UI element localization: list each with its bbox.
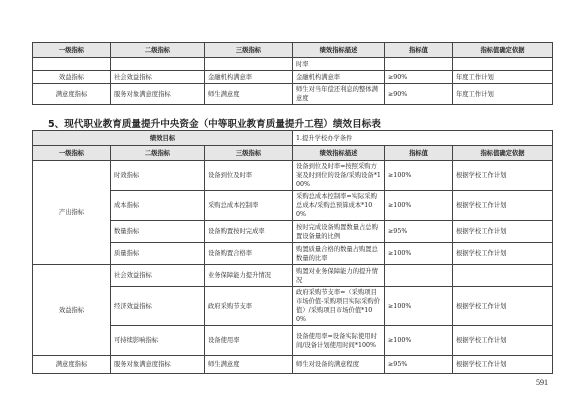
level1-cell: 产出指标 — [33, 161, 111, 265]
value-cell: ≥100% — [385, 243, 453, 265]
table-row — [33, 221, 553, 243]
level3-cell — [205, 58, 293, 71]
level2-cell: 成本指标 — [111, 191, 205, 221]
basis-cell: 根据学校工作计划 — [453, 221, 553, 243]
table-row — [33, 326, 553, 356]
performance-target-table — [32, 130, 553, 374]
description-cell: 时率 — [293, 58, 385, 71]
value-cell: ≥100% — [385, 191, 453, 221]
goal-value: 1.提升学校办学条件 — [293, 131, 553, 146]
value-cell: ≥95% — [385, 356, 453, 374]
table-row — [33, 191, 553, 221]
description-cell: 政府采购节支率=（采购项目市场价值-采购项目实际采购价值）/采购项目市场价值*100% — [293, 287, 385, 326]
level3-cell: 业务保障能力提升情况 — [205, 265, 293, 287]
level3-cell: 设备到位及时率 — [205, 161, 293, 191]
description-cell: 金融机构满意率 — [293, 71, 385, 84]
header-cell: 指标值 — [385, 43, 453, 58]
header-cell: 二级指标 — [111, 146, 205, 161]
level1-cell: 效益指标 — [33, 71, 111, 84]
value-cell — [385, 58, 453, 71]
basis-cell: 根据学校工作计划 — [453, 161, 553, 191]
header-cell: 绩效指标描述 — [293, 43, 385, 58]
level2-cell — [111, 58, 205, 71]
level1-cell — [33, 58, 111, 71]
header-cell: 二级指标 — [111, 43, 205, 58]
table-row — [33, 71, 553, 84]
section-title: 5、现代职业教育质量提升中央资金（中等职业教育质量提升工程）绩效目标表 — [48, 119, 381, 130]
description-cell: 设备使用率=设备实际使用时间/设备计划使用时间*100% — [293, 326, 385, 356]
description-cell: 设备到位及时率=按照采购方案及时到位的设备/采购设备*100% — [293, 161, 385, 191]
header-cell: 指标值确定依据 — [453, 146, 553, 161]
basis-cell — [453, 265, 553, 287]
basis-cell: 根据学校工作计划 — [453, 191, 553, 221]
basis-cell: 年度工作计划 — [453, 71, 553, 84]
level2-cell: 可持续影响指标 — [111, 326, 205, 356]
basis-cell: 根据学校工作计划 — [453, 243, 553, 265]
level2-cell: 服务对象满意度指标 — [111, 356, 205, 374]
table-row — [33, 58, 553, 71]
description-cell: 购置对业务保障能力的提升情况 — [293, 265, 385, 287]
description-cell: 购置质量合格的数量占购置总数量的比率 — [293, 243, 385, 265]
level2-cell: 社会效益指标 — [111, 265, 205, 287]
header-cell: 指标值确定依据 — [453, 43, 553, 58]
description-cell: 师生对设备的满意程度 — [293, 356, 385, 374]
header-cell: 指标值 — [385, 146, 453, 161]
level2-cell: 时效指标 — [111, 161, 205, 191]
description-cell: 采购总成本控制率=实际采购总成本/采购总预算成本*100% — [293, 191, 385, 221]
level3-cell: 师生满意度 — [205, 356, 293, 374]
description-cell: 按时完成设备购置数量占总购置设备量的比例 — [293, 221, 385, 243]
level1-cell: 满意度指标 — [33, 356, 111, 374]
level3-cell: 政府采购节支率 — [205, 287, 293, 326]
table-header-row — [33, 43, 553, 58]
level3-cell: 设备购置按时完成率 — [205, 221, 293, 243]
level3-cell: 设备购置合格率 — [205, 243, 293, 265]
basis-cell: 根据学校工作计划 — [453, 356, 553, 374]
level1-cell: 满意度指标 — [33, 84, 111, 105]
table-row — [33, 84, 553, 105]
table-row — [33, 161, 553, 191]
level3-cell: 师生满意度 — [205, 84, 293, 105]
value-cell: ≥100% — [385, 287, 453, 326]
top-indicator-table — [32, 42, 553, 105]
header-cell: 三级指标 — [205, 146, 293, 161]
level2-cell: 数量指标 — [111, 221, 205, 243]
level1-cell: 效益指标 — [33, 265, 111, 356]
table-row — [33, 243, 553, 265]
goal-label: 绩效目标 — [33, 131, 293, 146]
level2-cell: 质量指标 — [111, 243, 205, 265]
value-cell: ≥90% — [385, 71, 453, 84]
level3-cell: 金融机构满意率 — [205, 71, 293, 84]
value-cell: ≥100% — [385, 326, 453, 356]
value-cell: ≥90% — [385, 84, 453, 105]
level3-cell: 设备使用率 — [205, 326, 293, 356]
table-header-row — [33, 146, 553, 161]
basis-cell: 根据学校工作计划 — [453, 287, 553, 326]
goal-row — [33, 131, 553, 146]
basis-cell: 根据学校工作计划 — [453, 326, 553, 356]
header-cell: 一级指标 — [33, 43, 111, 58]
header-cell: 一级指标 — [33, 146, 111, 161]
header-cell: 三级指标 — [205, 43, 293, 58]
table-row — [33, 265, 553, 287]
value-cell — [385, 265, 453, 287]
page-number: 591 — [536, 378, 548, 387]
level2-cell: 服务对象满意度指标 — [111, 84, 205, 105]
level2-cell: 社会效益指标 — [111, 71, 205, 84]
header-cell: 绩效指标描述 — [293, 146, 385, 161]
description-cell: 师生对当年偿还利息的整体满意度 — [293, 84, 385, 105]
level3-cell: 采购总成本控制率 — [205, 191, 293, 221]
basis-cell: 年度工作计划 — [453, 84, 553, 105]
level2-cell: 经济效益指标 — [111, 287, 205, 326]
value-cell: ≥100% — [385, 161, 453, 191]
table-row — [33, 356, 553, 374]
basis-cell — [453, 58, 553, 71]
table-row — [33, 287, 553, 326]
value-cell: ≥95% — [385, 221, 453, 243]
